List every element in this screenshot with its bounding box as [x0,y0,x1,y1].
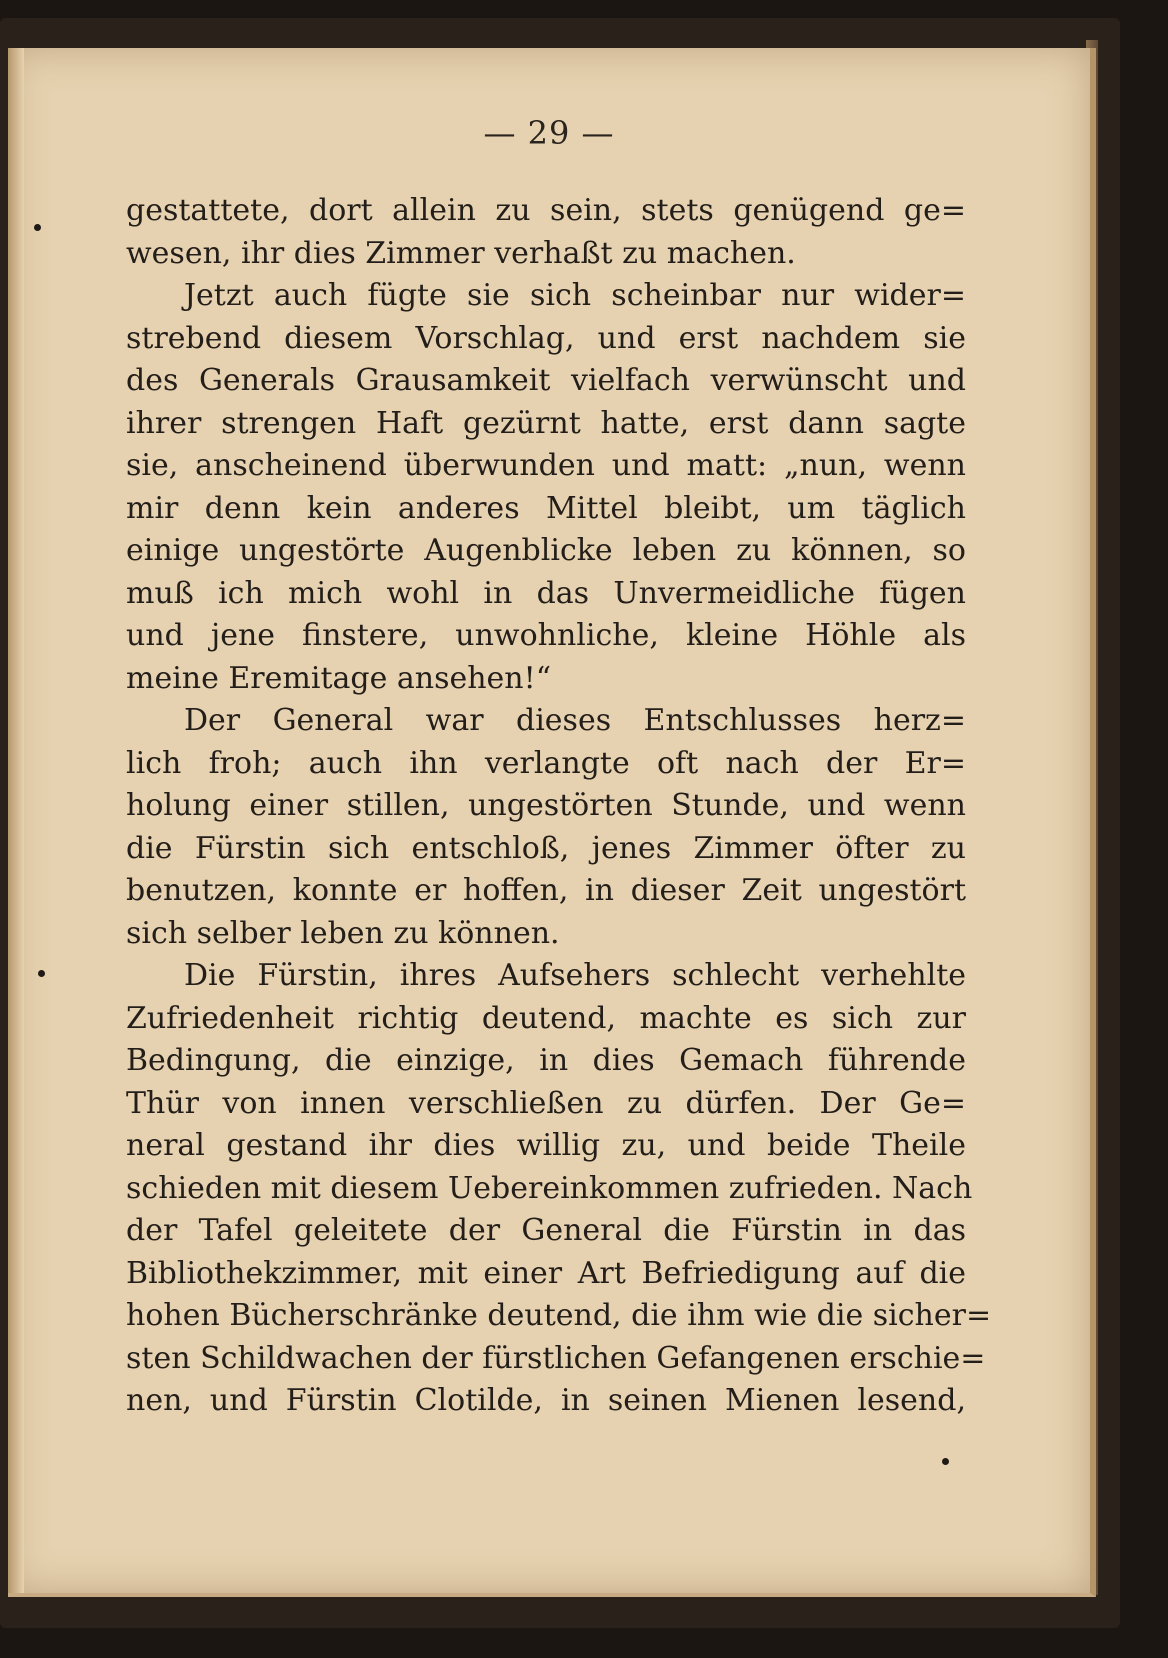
text-line: Der General war dieses Entschlusses herz= [184,703,966,738]
text-line: strebend diesem Vorschlag, und erst nachdem sie [126,320,966,356]
text-line: sie, anscheinend überwunden und matt: „nun, wenn [126,448,966,483]
ink-dot [942,1458,949,1465]
text-line: sich selber leben zu können. [126,915,560,951]
page-gutter [8,48,24,1593]
text-line: des Generals Grausamkeit vielfach verwünscht und [126,363,966,398]
ink-dot [34,224,41,231]
text-line: und jene finstere, unwohnliche, kleine Höhle als [126,618,966,653]
text-line: ihrer strengen Haft gezürnt hatte, erst dann sagte [126,405,966,441]
text-line: meine Eremitage ansehen!“ [126,660,552,696]
text-line: Jetzt auch fügte sie sich scheinbar nur wider= [184,278,966,313]
text-line: die Fürstin sich entschloß, jenes Zimmer öfter zu [126,830,966,866]
text-line: wesen, ihr dies Zimmer verhaßt zu machen. [126,235,796,271]
text-line: nen, und Fürstin Clotilde, in seinen Mienen lesend, [126,1383,966,1418]
text-line: Zufriedenheit richtig deutend, machte es sich zur [126,1000,966,1036]
text-line: benutzen, konnte er hoffen, in dieser Zeit ungestört [126,873,966,908]
text-line: lich froh; auch ihn verlangte oft nach der Er= [126,745,966,781]
text-line: sten Schildwachen der fürstlichen Gefangenen erschie= [126,1340,986,1376]
text-line: hohen Bücherschränke deutend, die ihm wie die sicher= [126,1298,992,1333]
text-line: mir denn kein anderes Mittel bleibt, um täglich [126,490,966,526]
body-text [126,190,992,1423]
text-line: der Tafel geleitete der General die Fürstin in das [126,1213,966,1248]
text-line: Bibliothekzimmer, mit einer Art Befriedigung auf die [126,1255,966,1291]
text-line: gestattete, dort allein zu sein, stets genügend ge= [126,193,966,228]
text-line: Die Fürstin, ihres Aufsehers schlecht verhehlte [184,958,966,993]
text-line: Thür von innen verschließen zu dürfen. Der Ge= [126,1085,966,1121]
text-line: muß ich mich wohl in das Unvermeidliche fügen [126,575,966,611]
text-line: schieden mit diesem Uebereinkommen zufrieden. Nach [126,1170,973,1206]
text-line: holung einer stillen, ungestörten Stunde, und wenn [126,788,966,823]
ink-dot [38,970,45,977]
text-line: Bedingung, die einzige, in dies Gemach führende [126,1043,966,1078]
paper-page [8,48,1096,1597]
text-line: neral gestand ihr dies willig zu, und beide Theile [126,1128,966,1163]
page-number: — 29 — [483,114,615,152]
text-line: einige ungestörte Augenblicke leben zu können, so [126,533,966,568]
